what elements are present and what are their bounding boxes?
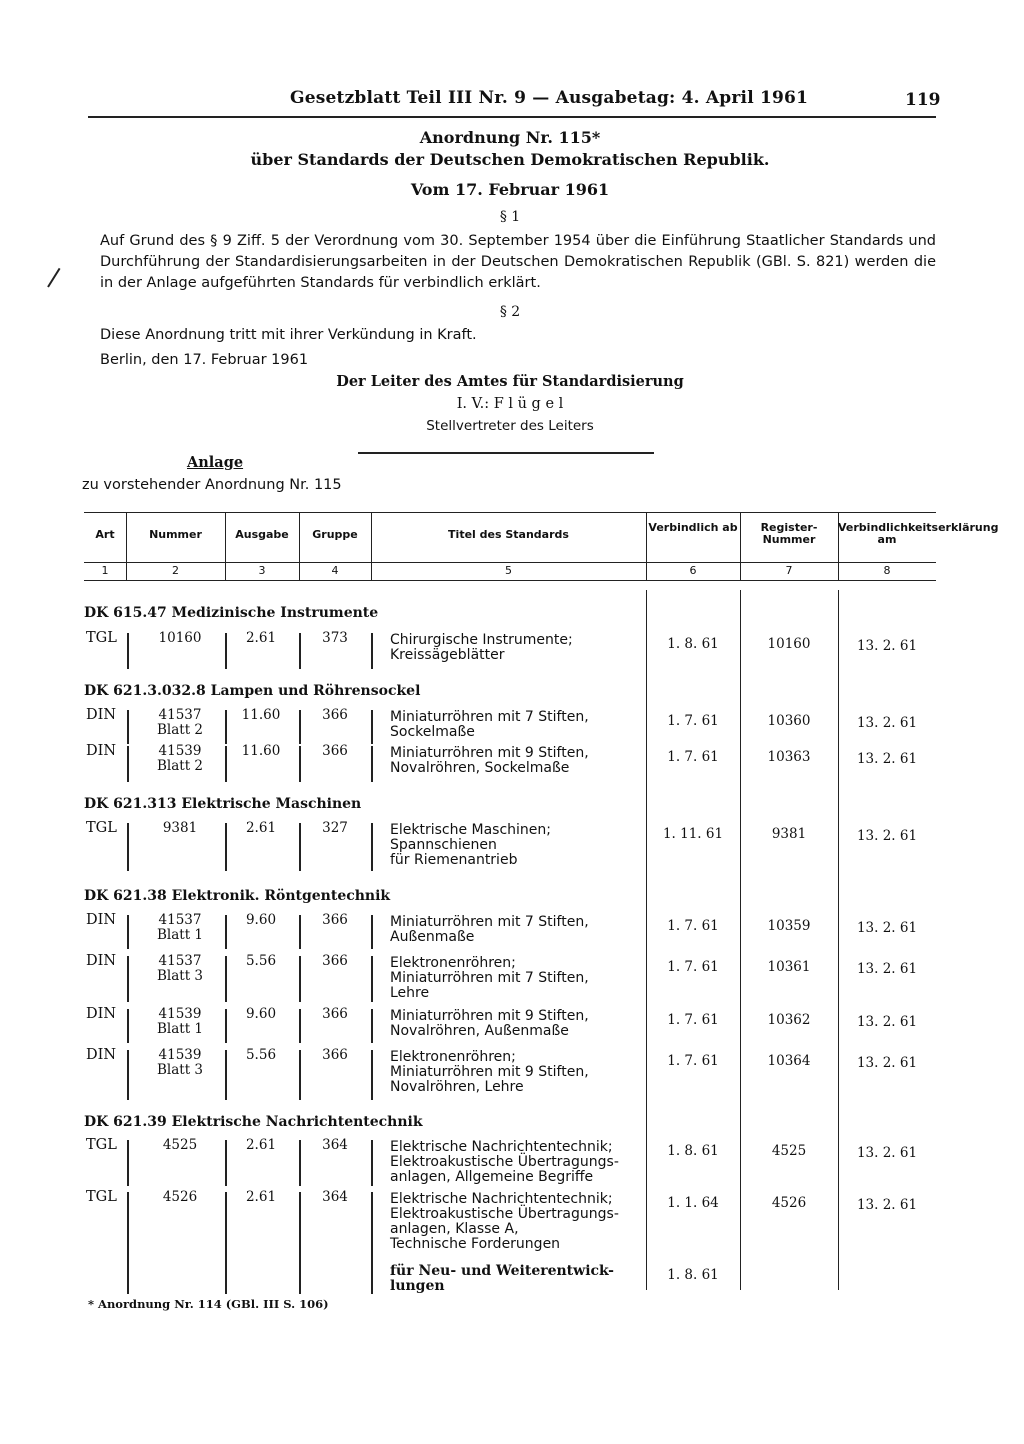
- column-header: Ausgabe: [235, 528, 289, 541]
- cell-divider: [299, 746, 301, 782]
- cell-declared: 13. 2. 61: [856, 920, 918, 936]
- column-number: 2: [172, 564, 179, 577]
- cell-valid-from: 1. 8. 61: [667, 1267, 719, 1283]
- margin-mark: [47, 268, 60, 288]
- ordinance-date: Vom 17. Februar 1961: [410, 180, 610, 199]
- cell-valid-from: 1. 1. 64: [667, 1195, 719, 1211]
- cell-title: Miniaturröhren mit 7 Stiften, Außenmaße: [390, 914, 589, 945]
- signatory-name: I. V.: F l ü g e l: [456, 396, 564, 412]
- cell-art: DIN: [86, 1006, 117, 1022]
- column-header: Art: [95, 528, 115, 541]
- cell-number: 41537: [158, 912, 202, 928]
- cell-group: 364: [322, 1189, 348, 1205]
- cell-group: 327: [322, 820, 348, 836]
- cell-declared: 13. 2. 61: [856, 1055, 918, 1071]
- cell-art: TGL: [86, 630, 117, 646]
- cell-divider: [299, 710, 301, 744]
- column-header: Nummer: [149, 528, 202, 541]
- running-header: Gesetzblatt Teil III Nr. 9 — Ausgabetag: 4. April 1961: [290, 88, 809, 108]
- column-number: 5: [505, 564, 512, 577]
- cell-divider: [225, 915, 227, 949]
- cell-divider: [299, 823, 301, 871]
- cell-group: 366: [322, 743, 348, 759]
- cell-divider: [225, 633, 227, 669]
- cell-divider: [371, 710, 373, 744]
- cell-edition: 11.60: [241, 707, 281, 723]
- footnote: * Anordnung Nr. 114 (GBl. III S. 106): [88, 1297, 329, 1311]
- cell-number: 9381: [162, 820, 198, 836]
- cell-register: 10360: [767, 713, 811, 729]
- cell-title: Miniaturröhren mit 9 Stiften, Novalröhren, Sockelmaße: [390, 745, 589, 776]
- cell-valid-from: 1. 11. 61: [662, 826, 724, 842]
- cell-divider: [371, 956, 373, 1002]
- cell-number: 41537: [158, 707, 202, 723]
- cell-valid-from: 1. 7. 61: [667, 1012, 719, 1028]
- cell-divider: [371, 1050, 373, 1100]
- cell-divider: [225, 1140, 227, 1186]
- cell-divider: [225, 956, 227, 1002]
- cell-divider: [127, 1248, 129, 1294]
- cell-register: 4526: [771, 1195, 807, 1211]
- cell-edition: 2.61: [245, 820, 277, 836]
- cell-valid-from: 1. 7. 61: [667, 749, 719, 765]
- table-rule-head: [84, 562, 936, 563]
- cell-title: Elektronenröhren; Miniaturröhren mit 7 Stiften, Lehre: [390, 955, 589, 1001]
- cell-art: TGL: [86, 820, 117, 836]
- cell-art: DIN: [86, 953, 117, 969]
- cell-sheet: Blatt 3: [156, 968, 204, 984]
- column-number: 1: [101, 564, 109, 577]
- cell-title: Elektrische Nachrichtentechnik; Elektroakustische Übertragungs- anlagen, Klasse A, Technische Forderungen: [390, 1191, 619, 1252]
- cell-title: Miniaturröhren mit 7 Stiften, Sockelmaße: [390, 709, 589, 740]
- cell-sheet: Blatt 2: [156, 758, 204, 774]
- cell-valid-from: 1. 7. 61: [667, 959, 719, 975]
- cell-divider: [127, 1050, 129, 1100]
- cell-number: 41539: [158, 1006, 202, 1022]
- cell-art: DIN: [86, 743, 117, 759]
- place-date: Berlin, den 17. Februar 1961: [100, 352, 309, 368]
- section-2-label: § 2: [499, 304, 521, 320]
- cell-declared: 13. 2. 61: [856, 1014, 918, 1030]
- group-heading: DK 621.313 Elektrische Maschinen: [84, 796, 362, 812]
- cell-group: 373: [322, 630, 348, 646]
- cell-edition: 5.56: [245, 953, 277, 969]
- section-1-label: § 1: [499, 209, 521, 225]
- table-body-col-rule: [740, 590, 741, 1290]
- column-header: Verbindlich ab: [648, 521, 738, 534]
- cell-register: 10361: [767, 959, 811, 975]
- cell-divider: [225, 710, 227, 744]
- cell-number: 4526: [162, 1189, 198, 1205]
- cell-divider: [127, 1140, 129, 1186]
- column-header: Verbindlichkeitserklärung am: [838, 521, 999, 546]
- cell-title: Miniaturröhren mit 9 Stiften, Novalröhren, Außenmaße: [390, 1008, 589, 1039]
- cell-divider: [225, 1009, 227, 1043]
- column-number: 3: [258, 564, 266, 577]
- cell-number: 10160: [158, 630, 202, 646]
- cell-edition: 2.61: [245, 1137, 277, 1153]
- table-rule-nums: [84, 580, 936, 581]
- group-heading: DK 615.47 Medizinische Instrumente: [84, 605, 379, 621]
- cell-divider: [127, 746, 129, 782]
- cell-register: 10364: [767, 1053, 811, 1069]
- cell-divider: [371, 823, 373, 871]
- column-header: Register-Nummer: [760, 521, 818, 546]
- cell-declared: 13. 2. 61: [856, 961, 918, 977]
- cell-declared: 13. 2. 61: [856, 1145, 918, 1161]
- cell-divider: [371, 915, 373, 949]
- cell-divider: [299, 915, 301, 949]
- cell-number: 4525: [162, 1137, 198, 1153]
- cell-art: TGL: [86, 1189, 117, 1205]
- cell-register: 10160: [767, 636, 811, 652]
- cell-title: Chirurgische Instrumente; Kreissägeblätter: [390, 632, 573, 663]
- cell-title: Elektrische Nachrichtentechnik; Elektroakustische Übertragungs- anlagen, Allgemeine Begriffe: [390, 1139, 619, 1185]
- cell-valid-from: 1. 8. 61: [667, 1143, 719, 1159]
- cell-declared: 13. 2. 61: [856, 715, 918, 731]
- cell-art: DIN: [86, 912, 117, 928]
- cell-divider: [299, 1050, 301, 1100]
- cell-sheet: Blatt 1: [156, 1021, 204, 1037]
- cell-register: 10363: [767, 749, 811, 765]
- cell-divider: [225, 746, 227, 782]
- cell-number: 41537: [158, 953, 202, 969]
- cell-art: DIN: [86, 1047, 117, 1063]
- cell-edition: 5.56: [245, 1047, 277, 1063]
- cell-divider: [299, 1140, 301, 1186]
- cell-edition: 11.60: [241, 743, 281, 759]
- cell-register: 9381: [771, 826, 807, 842]
- cell-register: 10362: [767, 1012, 811, 1028]
- cell-sheet: Blatt 1: [156, 927, 204, 943]
- cell-divider: [127, 915, 129, 949]
- annex-subheading: zu vorstehender Anordnung Nr. 115: [82, 477, 342, 493]
- group-heading: DK 621.38 Elektronik. Röntgentechnik: [84, 888, 391, 904]
- group-heading: DK 621.39 Elektrische Nachrichtentechnik: [84, 1114, 423, 1130]
- cell-divider: [127, 710, 129, 744]
- cell-valid-from: 1. 7. 61: [667, 918, 719, 934]
- cell-declared: 13. 2. 61: [856, 638, 918, 654]
- section-2-text: Diese Anordnung tritt mit ihrer Verkündung in Kraft.: [100, 327, 477, 343]
- cell-divider: [299, 1009, 301, 1043]
- column-header: Titel des Standards: [448, 528, 569, 541]
- cell-valid-from: 1. 7. 61: [667, 1053, 719, 1069]
- signatory-role: Stellvertreter des Leiters: [426, 418, 594, 434]
- cell-group: 366: [322, 912, 348, 928]
- cell-divider: [371, 1009, 373, 1043]
- cell-divider: [127, 823, 129, 871]
- page-number: 119: [905, 90, 941, 110]
- cell-edition: 2.61: [245, 1189, 277, 1205]
- ordinance-subtitle: über Standards der Deutschen Demokratischen Republik.: [250, 150, 770, 169]
- cell-title: für Neu- und Weiterentwick- lungen: [390, 1263, 614, 1294]
- cell-group: 366: [322, 1047, 348, 1063]
- ordinance-title: Anordnung Nr. 115*: [419, 128, 601, 147]
- cell-divider: [127, 956, 129, 1002]
- column-number: 6: [689, 564, 697, 577]
- cell-title: Elektronenröhren; Miniaturröhren mit 9 Stiften, Novalröhren, Lehre: [390, 1049, 589, 1095]
- cell-number: 41539: [158, 1047, 202, 1063]
- cell-register: 4525: [771, 1143, 807, 1159]
- cell-group: 366: [322, 1006, 348, 1022]
- cell-sheet: Blatt 3: [156, 1062, 204, 1078]
- cell-group: 366: [322, 707, 348, 723]
- column-number: 4: [331, 564, 339, 577]
- cell-art: TGL: [86, 1137, 117, 1153]
- cell-divider: [127, 1009, 129, 1043]
- cell-declared: 13. 2. 61: [856, 751, 918, 767]
- header-rule: [88, 116, 936, 118]
- cell-edition: 9.60: [245, 912, 277, 928]
- cell-declared: 13. 2. 61: [856, 1197, 918, 1213]
- cell-register: 10359: [767, 918, 811, 934]
- section-1-text: Auf Grund des § 9 Ziff. 5 der Verordnung vom 30. September 1954 über die Einführung Staatlicher Standards und Durchführung der Standardisierungsarbeiten in der Deutschen Demokratischen Republik (GBl. S. 821) werden die in der Anlage aufgeführten Standards für verbindlich erklärt.: [100, 233, 936, 291]
- group-heading: DK 621.3.032.8 Lampen und Röhrensockel: [84, 683, 421, 699]
- signatory-office: Der Leiter des Amtes für Standardisierung: [336, 373, 684, 390]
- table-rule-top: [84, 512, 936, 513]
- cell-divider: [371, 633, 373, 669]
- table-body-col-rule: [838, 590, 839, 1290]
- cell-divider: [299, 956, 301, 1002]
- cell-valid-from: 1. 8. 61: [667, 636, 719, 652]
- cell-edition: 2.61: [245, 630, 277, 646]
- cell-number: 41539: [158, 743, 202, 759]
- cell-title: Elektrische Maschinen; Spannschienen für Riemenantrieb: [390, 822, 552, 868]
- cell-group: 364: [322, 1137, 348, 1153]
- cell-divider: [299, 1248, 301, 1294]
- cell-divider: [299, 633, 301, 669]
- cell-divider: [371, 1248, 373, 1294]
- cell-declared: 13. 2. 61: [856, 828, 918, 844]
- cell-divider: [225, 1050, 227, 1100]
- cell-divider: [371, 1140, 373, 1186]
- annex-heading: Anlage: [187, 454, 244, 471]
- cell-group: 366: [322, 953, 348, 969]
- column-number: 7: [785, 564, 793, 577]
- cell-divider: [225, 1248, 227, 1294]
- cell-divider: [225, 823, 227, 871]
- cell-divider: [127, 633, 129, 669]
- cell-valid-from: 1. 7. 61: [667, 713, 719, 729]
- column-number: 8: [883, 564, 891, 577]
- cell-sheet: Blatt 2: [156, 722, 204, 738]
- table-body-col-rule: [646, 590, 647, 1290]
- cell-art: DIN: [86, 707, 117, 723]
- cell-divider: [371, 746, 373, 782]
- column-header: Gruppe: [312, 528, 358, 541]
- signature-rule: [358, 452, 654, 454]
- cell-edition: 9.60: [245, 1006, 277, 1022]
